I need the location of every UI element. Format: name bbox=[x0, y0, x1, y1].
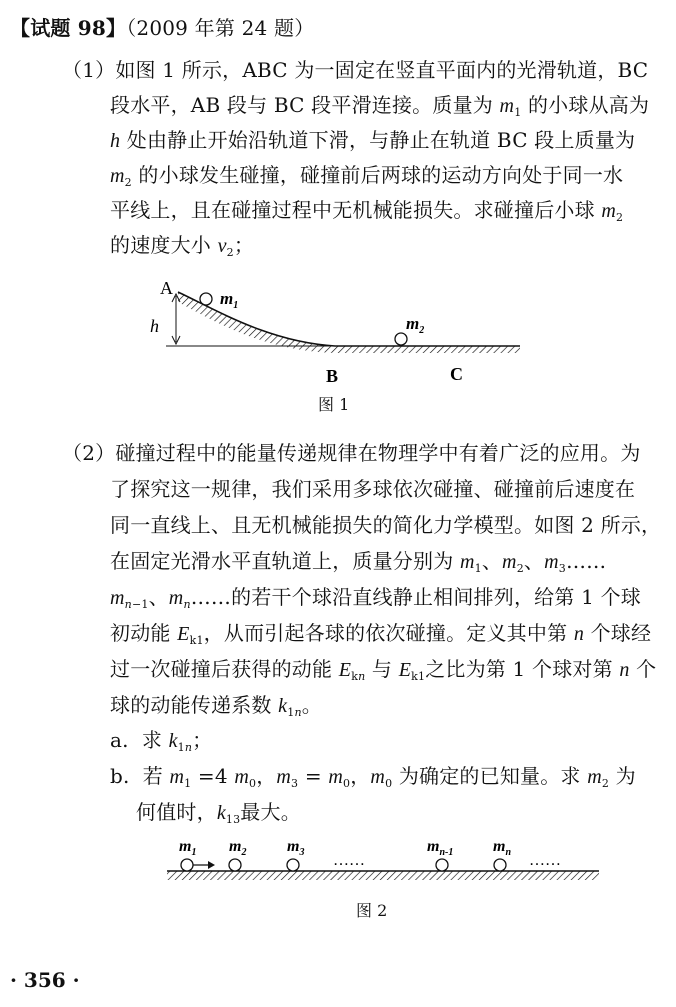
question-a: a. 求 $k_{1n}$； bbox=[110, 728, 213, 754]
ball-3 bbox=[287, 859, 299, 871]
part1-line-3: h 处由静止开始沿轨道下滑，与静止在轨道 BC 段上质量为 bbox=[110, 128, 636, 152]
ball-2 bbox=[229, 859, 241, 871]
part2-line-4: 在固定光滑水平直轨道上，质量分别为 $m_1$、$m_2$、$m_3\dots\dots$ bbox=[110, 549, 607, 575]
part1-line-6: 的速度大小 $v_2$； bbox=[110, 233, 255, 259]
figure1-diagram bbox=[150, 272, 530, 387]
part1-line-5: 平线上，且在碰撞过程中无机械能损失。求碰撞后小球 $m_2$ bbox=[110, 198, 624, 224]
label-ball-1: m bbox=[179, 838, 192, 855]
part2-line-2: 了探究这一规律，我们采用多球依次碰撞、碰撞前后速度在 bbox=[110, 477, 636, 501]
dots-end: …… bbox=[529, 852, 561, 869]
page-number: · 356 · bbox=[10, 968, 80, 992]
part2-line-3: 同一直线上、且无机械能损失的简化力学模型。如图 2 所示， bbox=[110, 513, 662, 537]
part1-line-2: 段水平，AB 段与 BC 段平滑连接。质量为 $m_1$ 的小球从高为 bbox=[110, 93, 650, 119]
part1-line-1: （1）如图 1 所示，ABC 为一固定在竖直平面内的光滑轨道，BC bbox=[62, 58, 649, 82]
part2-line-8: 球的动能传递系数 $k_{1n}$。 bbox=[110, 693, 322, 719]
label-C: C bbox=[450, 364, 463, 384]
figure1-caption: 图 1 bbox=[318, 395, 350, 414]
question-b-line-1: b. 若 $m_1 =4$ $m_0$，$m_3 = m_0$，$m_0$ 为确定的已知量。求 $m_2$ 为 bbox=[110, 764, 636, 790]
label-m1: m bbox=[220, 289, 234, 308]
ball-n bbox=[494, 859, 506, 871]
part2-line-5: $m_{n-1}$、$m_n\dots\dots$的若干个球沿直线静止相间排列，给第 1 个球 bbox=[110, 585, 641, 611]
label-ball-n-1: m bbox=[427, 838, 440, 855]
label-h: h bbox=[150, 316, 159, 336]
label-B: B bbox=[326, 366, 339, 386]
ball-n-1 bbox=[436, 859, 448, 871]
ball-m1 bbox=[200, 293, 212, 305]
part2-line-1: （2）碰撞过程中的能量传递规律在物理学中有着广泛的应用。为 bbox=[62, 441, 641, 465]
problem-label: 【试题 98】 bbox=[10, 16, 127, 40]
problem-source: （2009 年第 24 题） bbox=[126, 16, 315, 40]
svg-text:m1: $m_1$ bbox=[220, 289, 239, 311]
svg-text:mn: $m_n$ bbox=[493, 838, 512, 858]
svg-text:mn-1: $m_{n-1}$ bbox=[427, 838, 454, 858]
label-ball-2: m bbox=[229, 838, 242, 855]
label-A: A bbox=[160, 278, 173, 298]
label-ball-n: m bbox=[493, 838, 506, 855]
part1-number: （1） bbox=[62, 58, 116, 82]
svg-text:m1: $m_1$ bbox=[179, 838, 197, 858]
ball-1 bbox=[181, 859, 193, 871]
question-b-line-2: 何值时，$k_{13}$最大。 bbox=[136, 800, 301, 826]
ball-m2 bbox=[395, 333, 407, 345]
label-ball-3: m bbox=[287, 838, 300, 855]
figure2-caption: 图 2 bbox=[356, 901, 388, 920]
svg-text:m2: $m_2$ bbox=[406, 314, 425, 336]
svg-text:m3: $m_3$ bbox=[287, 838, 305, 858]
figure2-diagram bbox=[165, 833, 605, 893]
part1-line-4: $m_2$ 的小球发生碰撞，碰撞前后两球的运动方向处于同一水 bbox=[110, 163, 624, 189]
dots-middle: …… bbox=[333, 852, 365, 869]
problem-header bbox=[10, 15, 314, 41]
part2-line-6: 初动能 $E_{k1}$，从而引起各球的依次碰撞。定义其中第 n 个球经 bbox=[110, 621, 652, 647]
label-m2: m bbox=[406, 314, 420, 333]
part2-line-7: 过一次碰撞后获得的动能 $E_{kn}$ 与 $E_{k1}$之比为第 1 个球对第 n 个 bbox=[110, 657, 657, 683]
svg-text:m2: $m_2$ bbox=[229, 838, 247, 858]
part2-number: （2） bbox=[62, 441, 116, 465]
rail-hatching bbox=[167, 871, 599, 880]
